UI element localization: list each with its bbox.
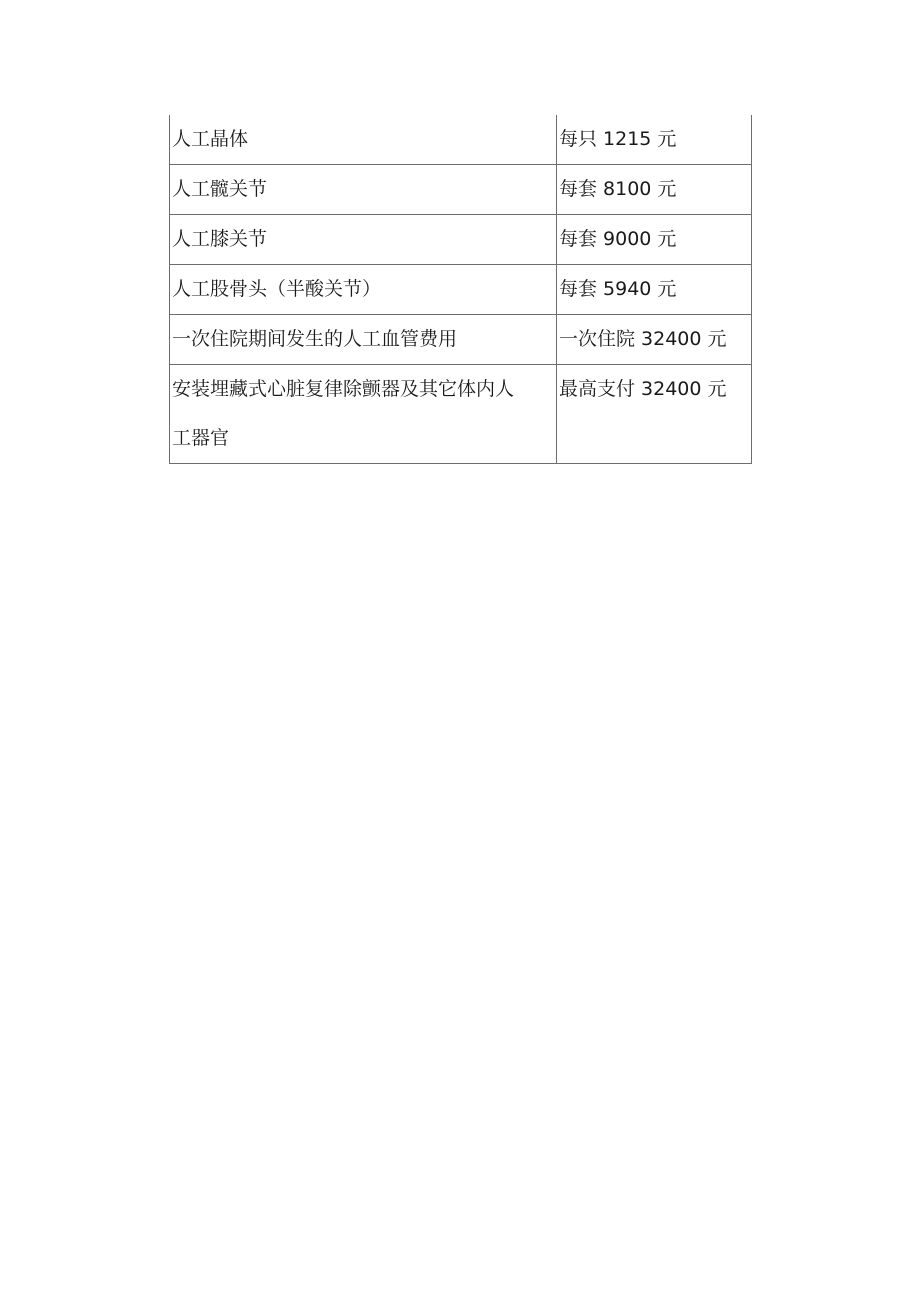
price-limit-table [169,115,752,464]
price-limit-cell: 每只 1215 元 [557,115,752,165]
price-limit-cell: 每套 9000 元 [557,215,752,265]
item-name-cell: 人工股骨头（半酸关节） [170,265,557,315]
price-limit-cell: 最高支付 32400 元 [557,365,752,464]
table-row [170,365,752,464]
price-limit-cell: 一次住院 32400 元 [557,315,752,365]
table-row [170,315,752,365]
table-row [170,115,752,165]
price-limit-cell: 每套 8100 元 [557,165,752,215]
item-name-cell: 一次住院期间发生的人工血管费用 [170,315,557,365]
table-row [170,215,752,265]
item-name-cell: 人工膝关节 [170,215,557,265]
item-name-cell: 安装埋藏式心脏复律除颤器及其它体内人工器官 [170,365,557,464]
table-row [170,265,752,315]
item-name-cell: 人工晶体 [170,115,557,165]
price-limit-cell: 每套 5940 元 [557,265,752,315]
item-name-cell: 人工髋关节 [170,165,557,215]
table-row [170,165,752,215]
